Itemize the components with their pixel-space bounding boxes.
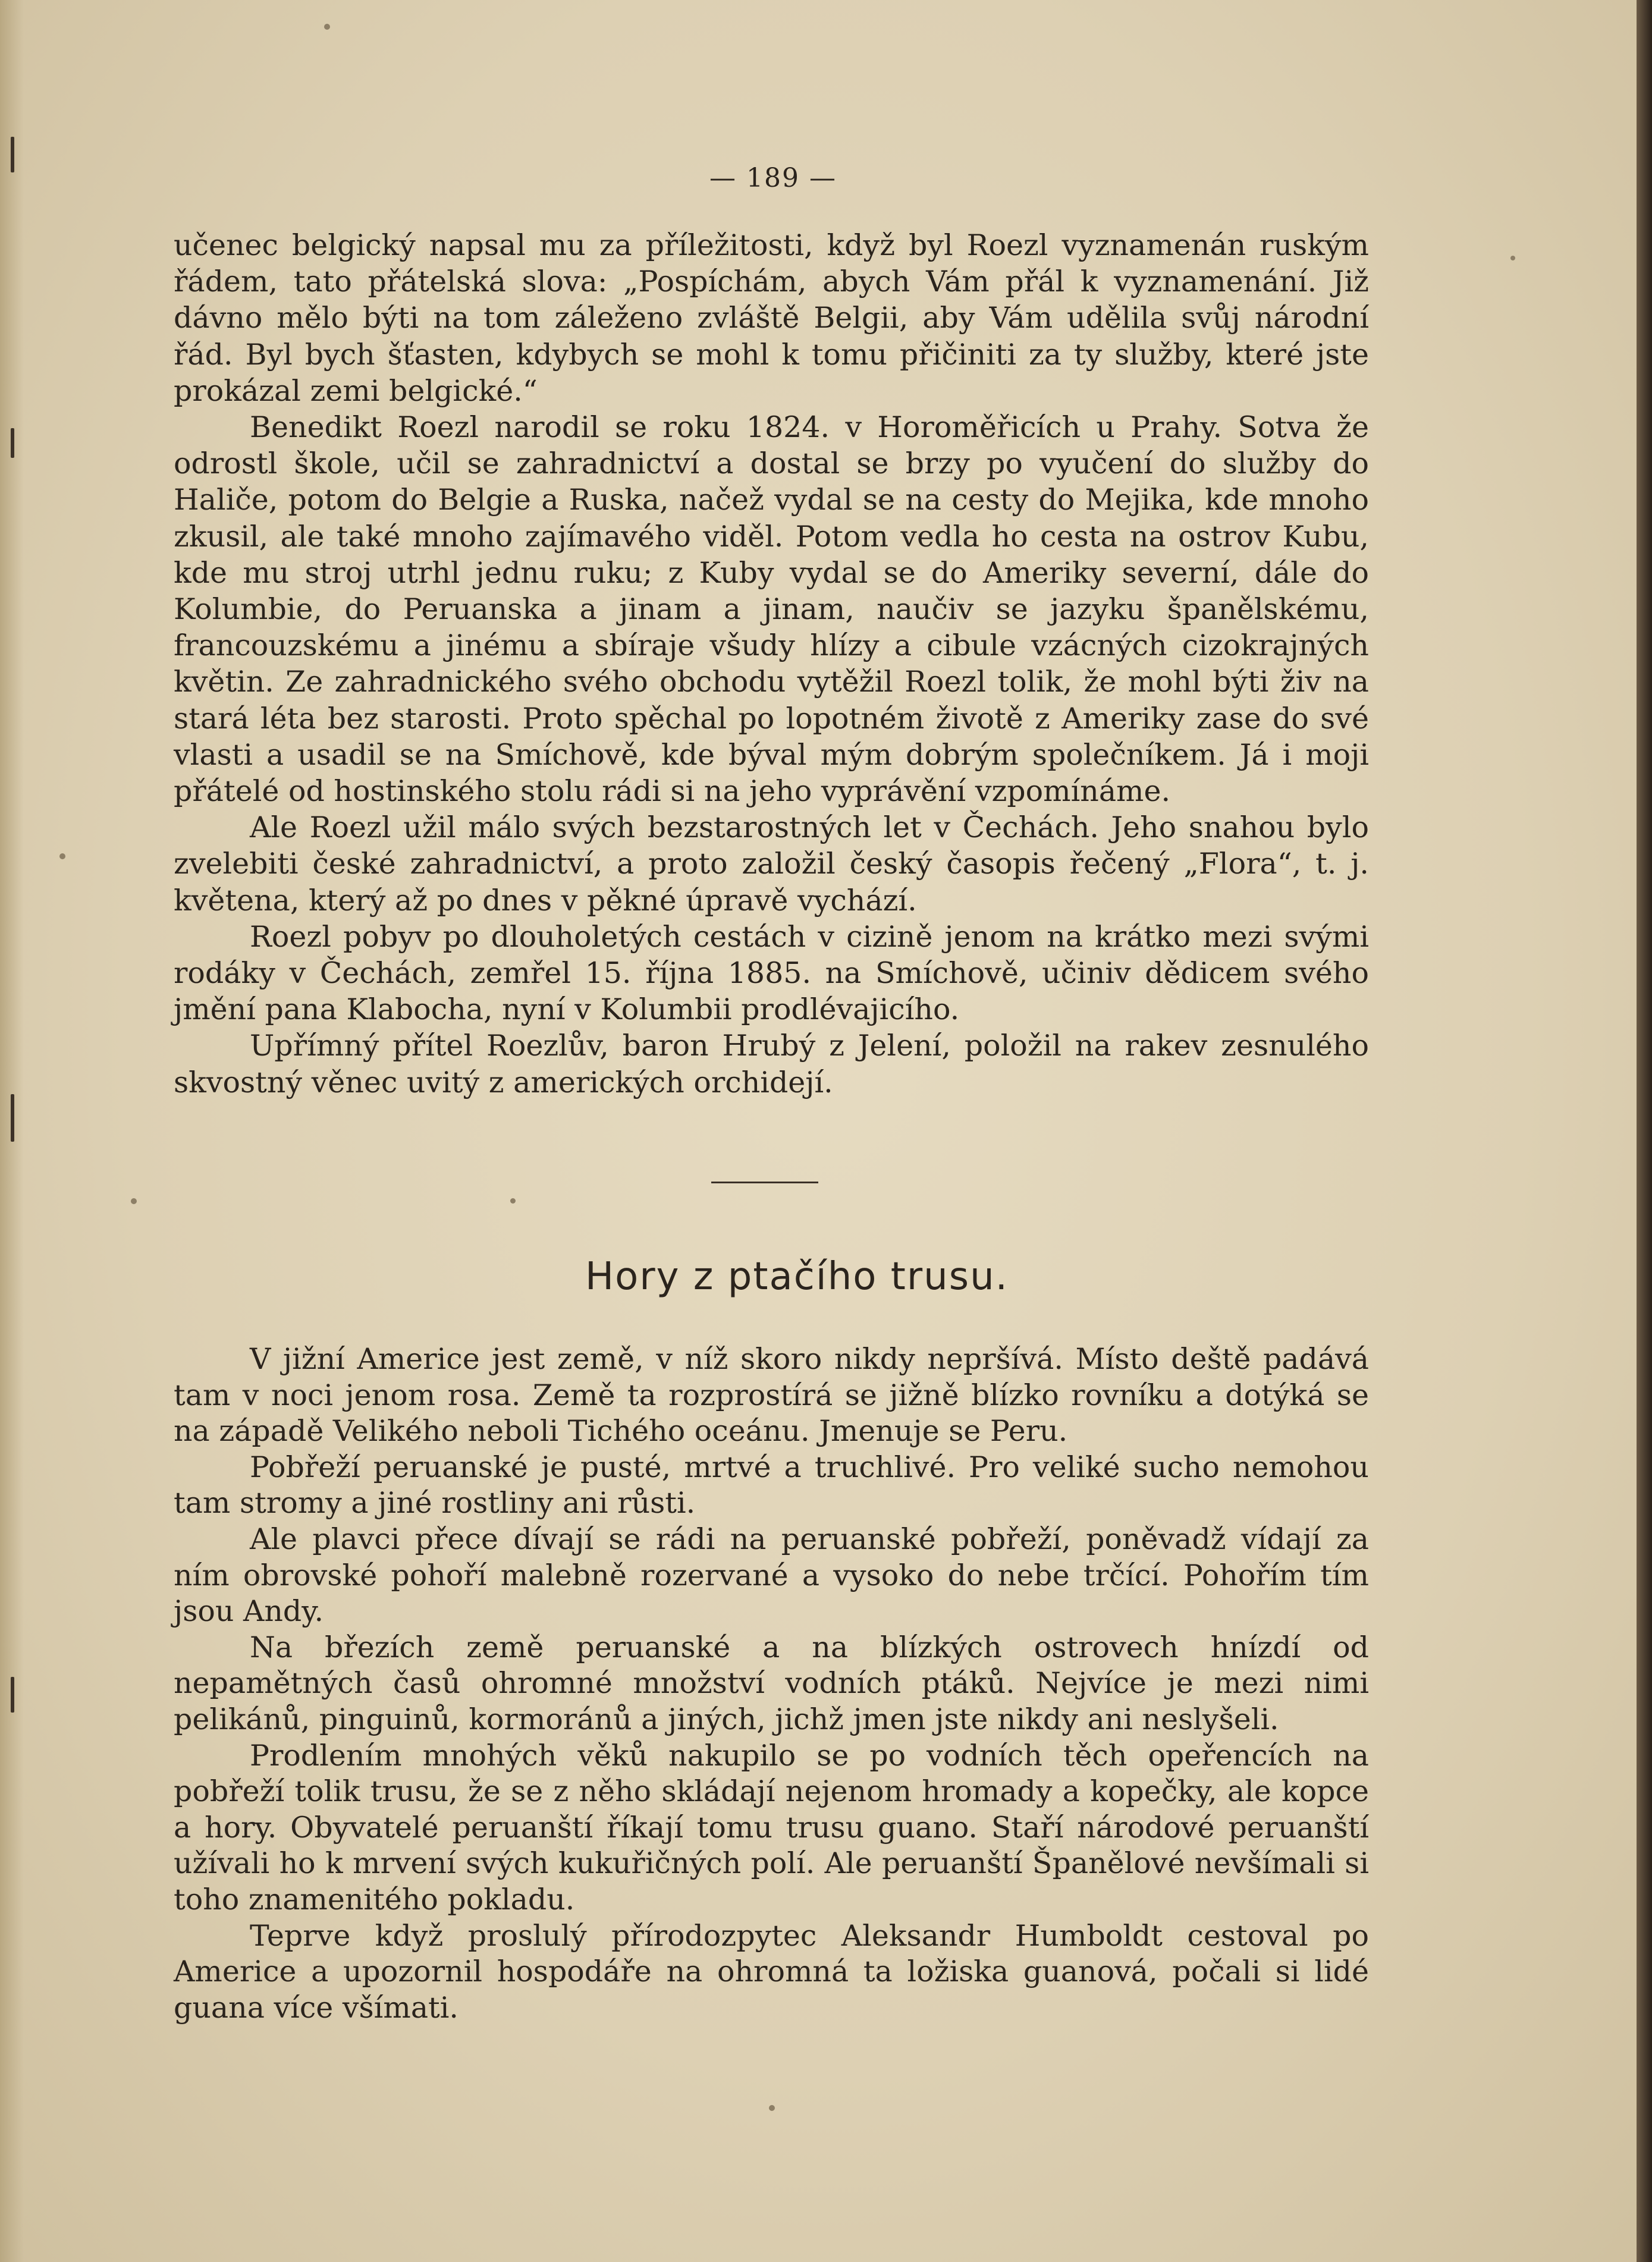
top-text-block [174, 227, 1369, 1101]
binding-mark [11, 428, 14, 458]
paragraph: Ale plavci přece dívají se rádi na peruanské pobřeží, poněvadž vídají za ním obrovské pohoří malebně rozervané a vysoko do nebe trčící. Pohořím tím jsou Andy. [174, 1522, 1369, 1629]
paragraph: Na březích země peruanské a na blízkých ostrovech hnízdí od nepamětných časů ohromné množství vodních ptáků. Nejvíce je mezi nimi pelikánů, pinguinů, kormoránů a jiných, jichž jmen jste nikdy ani neslyšeli. [174, 1630, 1369, 1736]
paragraph: Prodlením mnohých věků nakupilo se po vodních těch opeřencích na pobřeží tolik trusu, že se z něho skládají nejenom hromady a kopečky, ale kopce a hory. Obyvatelé peruanští říkají tomu trusu guano. Staří národové peruanští užívali ho k mrvení svých kukuřičných polí. Ale peruanští Španělové nevšímali si toho znamenitého pokladu. [174, 1738, 1369, 1917]
binding-mark [11, 137, 14, 172]
paper-speck [324, 24, 330, 30]
page-number: — 189 — [709, 163, 837, 193]
paragraph: Pobřeží peruanské je pusté, mrtvé a truchlivé. Pro veliké sucho nemohou tam stromy a jiné rostliny ani růsti. [174, 1450, 1369, 1520]
paragraph: Ale Roezl užil málo svých bezstarostných let v Čechách. Jeho snahou bylo zvelebiti české zahradnictví, a proto založil český časopis řečený „Flora“, t. j. květena, který až po dnes v pěkné úpravě vychází. [174, 810, 1369, 918]
binding-mark [11, 1677, 14, 1713]
paper-speck [131, 1198, 137, 1204]
right-binding-shadow [1637, 0, 1652, 2262]
paper-speck [59, 853, 65, 859]
paper-speck [1510, 256, 1515, 260]
paragraph: V jižní Americe jest země, v níž skoro nikdy nepršívá. Místo deště padává tam v noci jenom rosa. Země ta rozprostírá se jižně blízko rovníku a dotýká se na západě Velikého neboli Tichého oceánu. Jmenuje se Peru. [174, 1342, 1369, 1449]
paragraph: Upřímný přítel Roezlův, baron Hrubý z Jelení, položil na rakev zesnulého skvostný věnec uvitý z amerických orchidejí. [174, 1029, 1369, 1099]
article-title: Hory z ptačího trusu. [585, 1255, 1009, 1299]
section-divider [711, 1182, 818, 1183]
paper-speck [769, 2105, 775, 2111]
binding-mark [11, 1094, 14, 1142]
paragraph: Benedikt Roezl narodil se roku 1824. v Horoměřicích u Prahy. Sotva že odrostl škole, učil se zahradnictví a dostal se brzy po vyučení do služby do Haliče, potom do Belgie a Ruska, načež vydal se na cesty do Mejika, kde mnoho zkusil, ale také mnoho zajímavého viděl. Potom vedla ho cesta na ostrov Kubu, kde mu stroj utrhl jednu ruku; z Kuby vydal se do Ameriky severní, dále do Kolumbie, do Peruanska a jinam a jinam, naučiv se jazyku španělskému, francouzskému a jinému a sbíraje všudy hlízy a cibule vzácných cizokrajných květin. Ze zahradnického svého obchodu vytěžil Roezl tolik, že mohl býti živ na stará léta bez starosti. Proto spěchal po lopotném životě z Ameriky zase do své vlasti a usadil se na Smíchově, kde býval mým dobrým společníkem. Já i moji přátelé od hostinského stolu rádi si na jeho vyprávění vzpomínáme. [174, 410, 1369, 809]
article-text-block [174, 1342, 1369, 2026]
paragraph: učenec belgický napsal mu za příležitosti, když byl Roezl vyznamenán ruským řádem, tato přátelská slova: „Pospíchám, abych Vám přál k vyznamenání. Již dávno mělo býti na tom záleženo zvláště Belgii, aby Vám udělila svůj národní řád. Byl bych šťasten, kdybych se mohl k tomu přičiniti za ty služby, které jste prokázal zemi belgické.“ [174, 228, 1369, 408]
paragraph: Roezl pobyv po dlouholetých cestách v cizině jenom na krátko mezi svými rodáky v Čechách, zemřel 15. října 1885. na Smíchově, učiniv dědicem svého jmění pana Klabocha, nyní v Kolumbii prodlévajicího. [174, 919, 1369, 1027]
paragraph: Teprve když proslulý přírodozpytec Aleksandr Humboldt cestoval po Americe a upozornil hospodáře na ohromná ta ložiska guanová, počali si lidé guana více všímati. [174, 1918, 1369, 2025]
paper-speck [510, 1198, 516, 1204]
